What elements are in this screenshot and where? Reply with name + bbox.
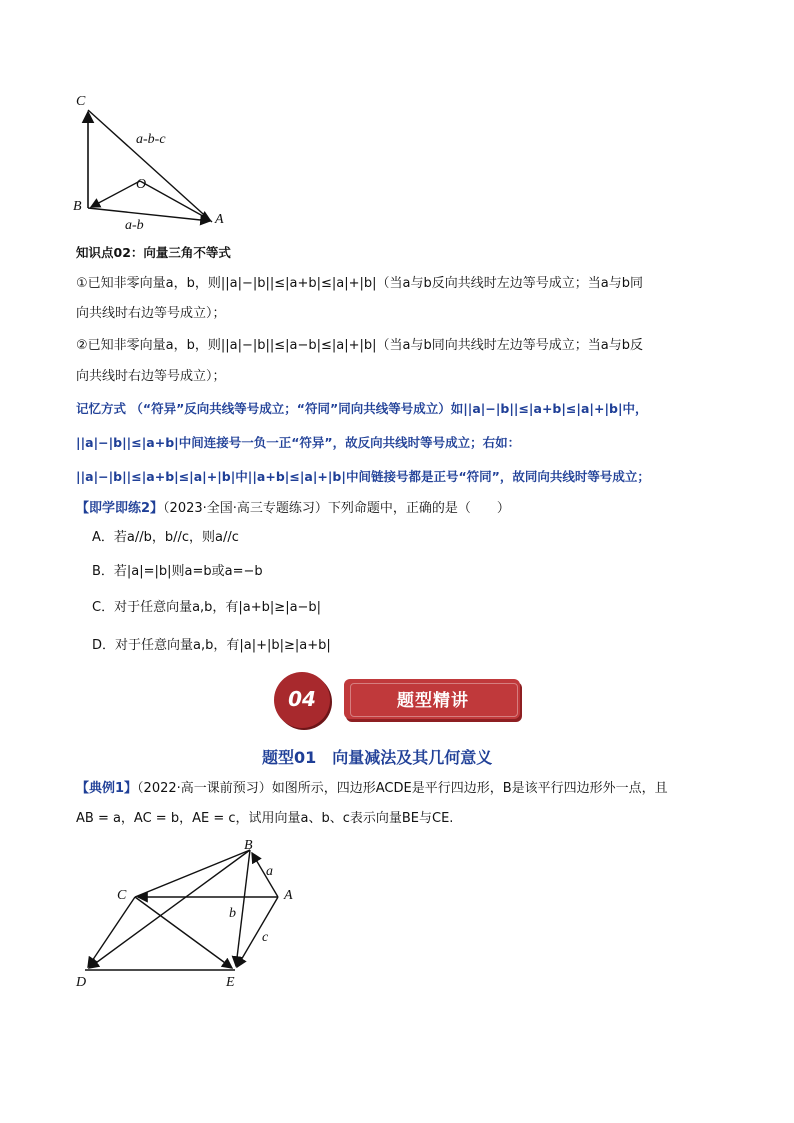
section-banner: [272, 672, 524, 732]
label-o: O: [136, 177, 147, 192]
vector-label-abc: a-b-c: [136, 132, 166, 147]
section-number: 04: [288, 687, 316, 711]
inequality-2-line-1: ②已知非零向量a，b，则||a|−|b||≤|a−b|≤|a|+|b|（当a与b同向共线时左边等号成立；当a与b反: [76, 338, 643, 353]
example-line-2: AB = a，AC = b，AE = c，试用向量a、b、c表示向量BE与CE.: [76, 811, 454, 826]
inequality-1-line-1: ①已知非零向量a，b，则||a|−|b||≤|a+b|≤|a|+|b|（当a与b反向共线时左边等号成立；当a与b同: [76, 276, 643, 291]
vector-label-b: b: [229, 906, 236, 921]
vector-ce: [135, 897, 232, 968]
practice-tag: 【即学即练2】: [76, 501, 164, 516]
vector-label-ab: a-b: [125, 218, 144, 233]
label-c: C: [76, 94, 86, 109]
parallelogram-figure: [60, 835, 310, 995]
practice-question: [76, 500, 510, 518]
option-d: D．对于任意向量a,b，有|a|+|b|≥|a+b|: [92, 638, 331, 653]
label-a2: A: [284, 888, 293, 903]
memory-method-line-2: ||a|−|b||≤|a+b|中间连接号一负一正“符异”，故反向共线时等号成立；右如：: [76, 435, 521, 450]
type-title: 题型01 向量减法及其几何意义: [262, 748, 493, 767]
practice-stem: （2023·全国·高三专题练习）下列命题中，正确的是（ ）: [163, 501, 510, 516]
vector-ob: [91, 181, 140, 207]
vector-label-c: c: [262, 930, 269, 945]
vector-bd: [89, 850, 250, 968]
vector-ab: [252, 853, 278, 897]
inequality-2-line-2: 向共线时右边等号成立）；: [76, 369, 226, 384]
vector-cd: [88, 897, 135, 967]
knowledge-point-title: 知识点02：向量三角不等式: [76, 245, 231, 260]
banner-label: 题型精讲: [397, 691, 469, 711]
vector-label-a: a: [266, 864, 273, 879]
label-d2: D: [76, 975, 87, 990]
label-b: B: [73, 199, 82, 214]
option-a: A．若a//b，b//c，则a//c: [92, 530, 239, 545]
label-c2: C: [117, 888, 127, 903]
memory-method-line-1: 记忆方式 （“符异”反向共线等号成立；“符同”同向共线等号成立）如||a|−|b||≤|a+b|≤|a|+|b|中，: [76, 401, 648, 416]
label-b2: B: [244, 838, 253, 853]
label-a: A: [215, 212, 224, 227]
segment-ca: [88, 110, 212, 222]
example-text-1: （2022·高一课前预习）如图所示，四边形ACDE是平行四边形，B是该平行四边形外一点，且: [137, 781, 668, 796]
example-line-1: [76, 780, 668, 798]
inequality-1-line-2: 向共线时右边等号成立）；: [76, 306, 226, 321]
example-tag: 【典例1】: [76, 781, 138, 796]
option-b: B．若|a|=|b|则a=b或a=−b: [92, 564, 263, 579]
label-e2: E: [226, 975, 235, 990]
option-c: C．对于任意向量a,b，有|a+b|≥|a−b|: [92, 600, 322, 615]
triangle-figure: [60, 90, 240, 240]
memory-method-line-3: ||a|−|b||≤|a+b|≤|a|+|b|中||a+b|≤|a|+|b|中间链接号都是正号“符同”，故同向共线时等号成立；: [76, 469, 650, 484]
segment-cb: [135, 850, 250, 897]
